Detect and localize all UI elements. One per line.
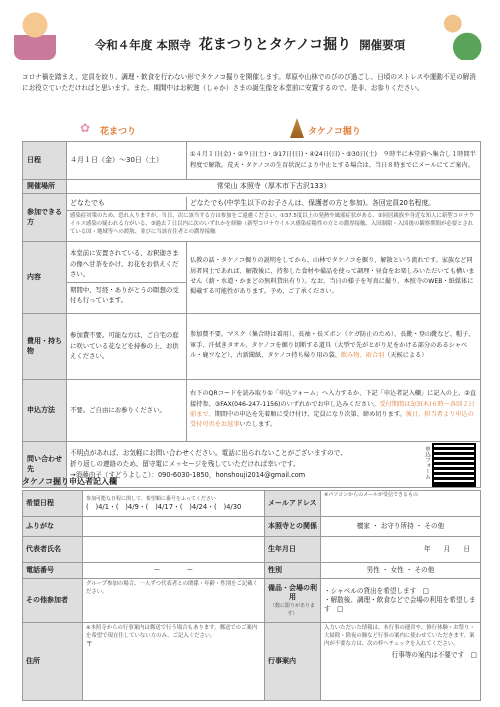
target-takenoko: どなたでも(中学生以下のお子さんは、保護者の方と参加)。各回定員20名程度。 bbox=[190, 199, 436, 208]
wish-note: 参加可能な日程に関して、希望順に番号をふってください bbox=[86, 495, 216, 502]
row-cost bbox=[23, 313, 481, 379]
email-field[interactable] bbox=[321, 491, 481, 517]
apply-hanamatsuri: 不要。ご自由にお参りください。 bbox=[67, 379, 187, 441]
title-main: 花まつりとタケノコ掘り bbox=[198, 37, 352, 53]
form-row-phone bbox=[23, 563, 481, 579]
row-venue bbox=[23, 180, 481, 194]
form-title: タケノコ掘り申込者記入欄 bbox=[22, 477, 118, 486]
bamboo-digging-illustration bbox=[436, 8, 484, 60]
others-field[interactable] bbox=[83, 579, 265, 623]
sakura-icon: ✿ bbox=[80, 121, 91, 135]
venue-value: 常栄山 本照寺（厚木市下古沢133） bbox=[67, 180, 481, 194]
date-takenoko: ①４月１日(金)・②９日(土)・③17日(日)・④24日(日)・⑤30日(土) ９時半に本堂前へ集合し１時間半程度で解散。荒天・タケノコの生育状況により中止とする場合は、当日８時までにメールにてご案内。 bbox=[187, 142, 481, 180]
email-label: メールアドレス bbox=[265, 491, 321, 517]
intro-text: コロナ禍を踏まえ、定員を絞り、調理・飲食を行わない形でタケノコ掘りを開催します。草原や山林でのびのび過ごし、日頃のストレスや運動不足の解消にお役立ていただければと思います。また、期間中はお釈迦（しゃか）さまの誕生像を本堂前に安置するので、是非、お参りください。 bbox=[22, 73, 476, 92]
label-cost: 費用・持ち物 bbox=[23, 313, 67, 379]
apply-take-a: 右下のQRコードを読み取り①「申込フォーム」へ入力するか、下記「申込者記入欄」に記入の上、②直接持参、③FAX(046-247-1156)のいずれかでお申し込みください。 bbox=[190, 390, 477, 408]
page-title bbox=[80, 34, 420, 54]
phone-field[interactable]: ー ー bbox=[83, 563, 265, 579]
cost-takenoko bbox=[187, 313, 481, 379]
birth-label: 生年月日 bbox=[265, 537, 321, 563]
furigana-label: ふりがな bbox=[23, 517, 83, 537]
title-suffix: 開催要項 bbox=[359, 38, 406, 52]
contact-text-1: 不明点があれば、お気軽にお問い合わせください。電話に出られないことがございますので、 bbox=[70, 448, 347, 457]
contact-text-3: →須藤由子（すどうよしこ）：090-6030-1850，honshouji2014@gmail.com bbox=[70, 470, 306, 479]
cost-take-c: （天候による） bbox=[384, 352, 428, 360]
apply-take-d: 後日、担当者より申込の受付可否をお返事 bbox=[190, 411, 474, 429]
wish-label: 希望日程 bbox=[23, 491, 83, 517]
date-hanamatsuri: ４月１日（金）〜30日（土） bbox=[67, 142, 187, 180]
events-optout[interactable]: 行事等の案内は不要です □ bbox=[391, 651, 477, 659]
gender-options[interactable]: 男性 ・ 女性 ・ その他 bbox=[321, 563, 481, 579]
label-date: 日程 bbox=[23, 142, 67, 180]
birth-field[interactable]: 年 月 日 bbox=[321, 537, 481, 563]
rep-name-field[interactable] bbox=[83, 537, 265, 563]
section-label-hanamatsuri: 花まつり bbox=[100, 127, 137, 137]
events-note: 入力いただいた情報は、本行事の運営や、修行体験・お祭り・大掃除・除夜の鐘など行事の案内に使わせていただきます。案内が不要な方は、次の枠へチェックを入れてください。 bbox=[324, 625, 475, 647]
contact-text-2: 折り返しの連絡のため、留守電にメッセージを残していただければ幸いです。 bbox=[70, 459, 300, 468]
row-apply bbox=[23, 379, 481, 441]
label-contact: 問い合わせ先 bbox=[23, 441, 67, 487]
gender-label: 性別 bbox=[265, 563, 321, 579]
equip-label: 備品・会場の利用 bbox=[268, 583, 317, 601]
application-form-table bbox=[22, 490, 481, 701]
title-prefix: 令和４年度 本照寺 bbox=[94, 38, 191, 52]
section-label-takenoko: タケノコ掘り bbox=[308, 127, 361, 137]
wish-options: ( )4/1・( )4/9・( )4/17・( )4/24・( )4/30 bbox=[86, 502, 242, 511]
qr-label: 申込フォーム bbox=[424, 445, 430, 479]
apply-take-c: 期間中の申込を先着順に受け付け、定員になり次第、締め切ります。 bbox=[214, 411, 406, 418]
equip-options[interactable] bbox=[321, 579, 481, 623]
phone-label: 電話番号 bbox=[23, 563, 83, 579]
address-note: ※本照寺からの行事案内は郵送で行う場合もあります。郵送でのご案内を希望で現在住していない方のみ、ご記入ください。 bbox=[86, 625, 258, 639]
relation-label: 本照寺との関係 bbox=[265, 517, 321, 537]
postal-mark: 〒 bbox=[86, 640, 93, 648]
rep-name-label: 代表者氏名 bbox=[23, 537, 83, 563]
form-row-name bbox=[23, 537, 481, 563]
apply-take-e: いたします。 bbox=[239, 421, 277, 429]
form-row-others bbox=[23, 579, 481, 623]
address-field[interactable] bbox=[83, 623, 265, 701]
label-target: 参加できる方 bbox=[23, 193, 67, 241]
form-row-wish bbox=[23, 491, 481, 517]
content-hana-1: 本堂前に安置されている、お釈迦さまの像へ甘茶をかけ、お花をお供えください。 bbox=[67, 246, 186, 283]
form-row-address bbox=[23, 623, 481, 701]
cost-take-a: 参加費不要。マスク（集合時は着用）、長袖・長ズボン（ケガ防止のため）、長靴・登山靴など、帽子、軍手、汗拭きタオル、タケノコを掘り切断する道具（大型で先がとがり足をかける部分のあるシャベル・鹿ワなど）、古新聞紙、タケノコ持ち帰り用の袋、 bbox=[190, 331, 475, 360]
apply-takenoko bbox=[187, 379, 481, 441]
events-cell bbox=[321, 623, 481, 701]
target-note: 感染症対策のため、恐れ入りますが、当日、次に該当する方は参加をご遠慮ください。①37.5度以上の発熱や風邪症状がある、②同居親族や身近な知人に新型コロナウイルス感染の疑われる方がいる、③過去７日以内に次のいずれかを経験（新型コロナウイルス感染症陽性の方との濃厚接触、入国制限・入国後の観察期間が必要とされている国・地域等への渡航、並びに当該在住者との濃厚接触 bbox=[70, 212, 475, 235]
buddha-statue-illustration bbox=[14, 10, 56, 60]
equip-label-cell bbox=[265, 579, 321, 623]
row-date bbox=[23, 142, 481, 180]
label-content: 内容 bbox=[23, 241, 67, 313]
email-note: ※パソコンからのメールが受信できるもの bbox=[324, 492, 418, 498]
wish-cell[interactable] bbox=[83, 491, 265, 517]
row-target bbox=[23, 193, 481, 241]
cost-take-b: 飲み物、雨合羽 bbox=[340, 352, 385, 360]
qr-code[interactable] bbox=[432, 443, 476, 487]
furigana-field[interactable] bbox=[83, 517, 265, 537]
content-hanamatsuri bbox=[67, 241, 187, 313]
cost-hanamatsuri: 参加費不要。可能な方は、ご自宅の庭に咲いている花などを持参の上、お供えください。 bbox=[67, 313, 187, 379]
target-cell bbox=[67, 193, 481, 241]
row-content bbox=[23, 241, 481, 313]
info-table bbox=[22, 141, 481, 488]
contact-cell bbox=[67, 441, 481, 487]
target-hanamatsuri: どなたでも bbox=[67, 197, 187, 210]
relation-options[interactable]: 檀家 ・ お守り所持 ・ その他 bbox=[321, 517, 481, 537]
label-apply: 申込方法 bbox=[23, 379, 67, 441]
events-label: 行事案内 bbox=[265, 623, 321, 701]
equip-option-shovel[interactable]: ・シャベルの貸出を希望します □ bbox=[324, 587, 430, 595]
others-note: グループ参加の場合、一人ずつ代表者との関係・年齢・性別をご記載ください。 bbox=[86, 581, 259, 595]
apply-take-b: 受付期間は3/3(木)６時〜各回２日前まで。 bbox=[190, 400, 475, 418]
label-venue: 開催場所 bbox=[23, 180, 67, 194]
form-row-furigana bbox=[23, 517, 481, 537]
address-label: 住所 bbox=[23, 623, 83, 701]
others-label: その他参加者 bbox=[23, 579, 83, 623]
bamboo-shoot-icon bbox=[290, 118, 304, 138]
content-hana-2: 期間中、写経・ありがとうの瞑想の受付も行っています。 bbox=[70, 285, 179, 305]
content-takenoko: 仏教の話・タケノコ掘りの説明をしてから、山林でタケノコを掘り、解散という流れです。家族など同居者同士であれば、解散後に、持参した食材や備品を使って調理・昼食をお楽しみいただいても構いません（薪・水道・かまどの無料貸出有り）。なお、当日の様子を写真に撮り、本照寺のWEB・紙媒体に掲載する可能性があります。予め、ご了承ください。 bbox=[187, 241, 481, 313]
equip-option-venue[interactable]: ・解散後、調理・飲食などで会場の利用を希望します □ bbox=[324, 596, 476, 613]
equip-note: （数に限りがあります） bbox=[269, 602, 315, 617]
